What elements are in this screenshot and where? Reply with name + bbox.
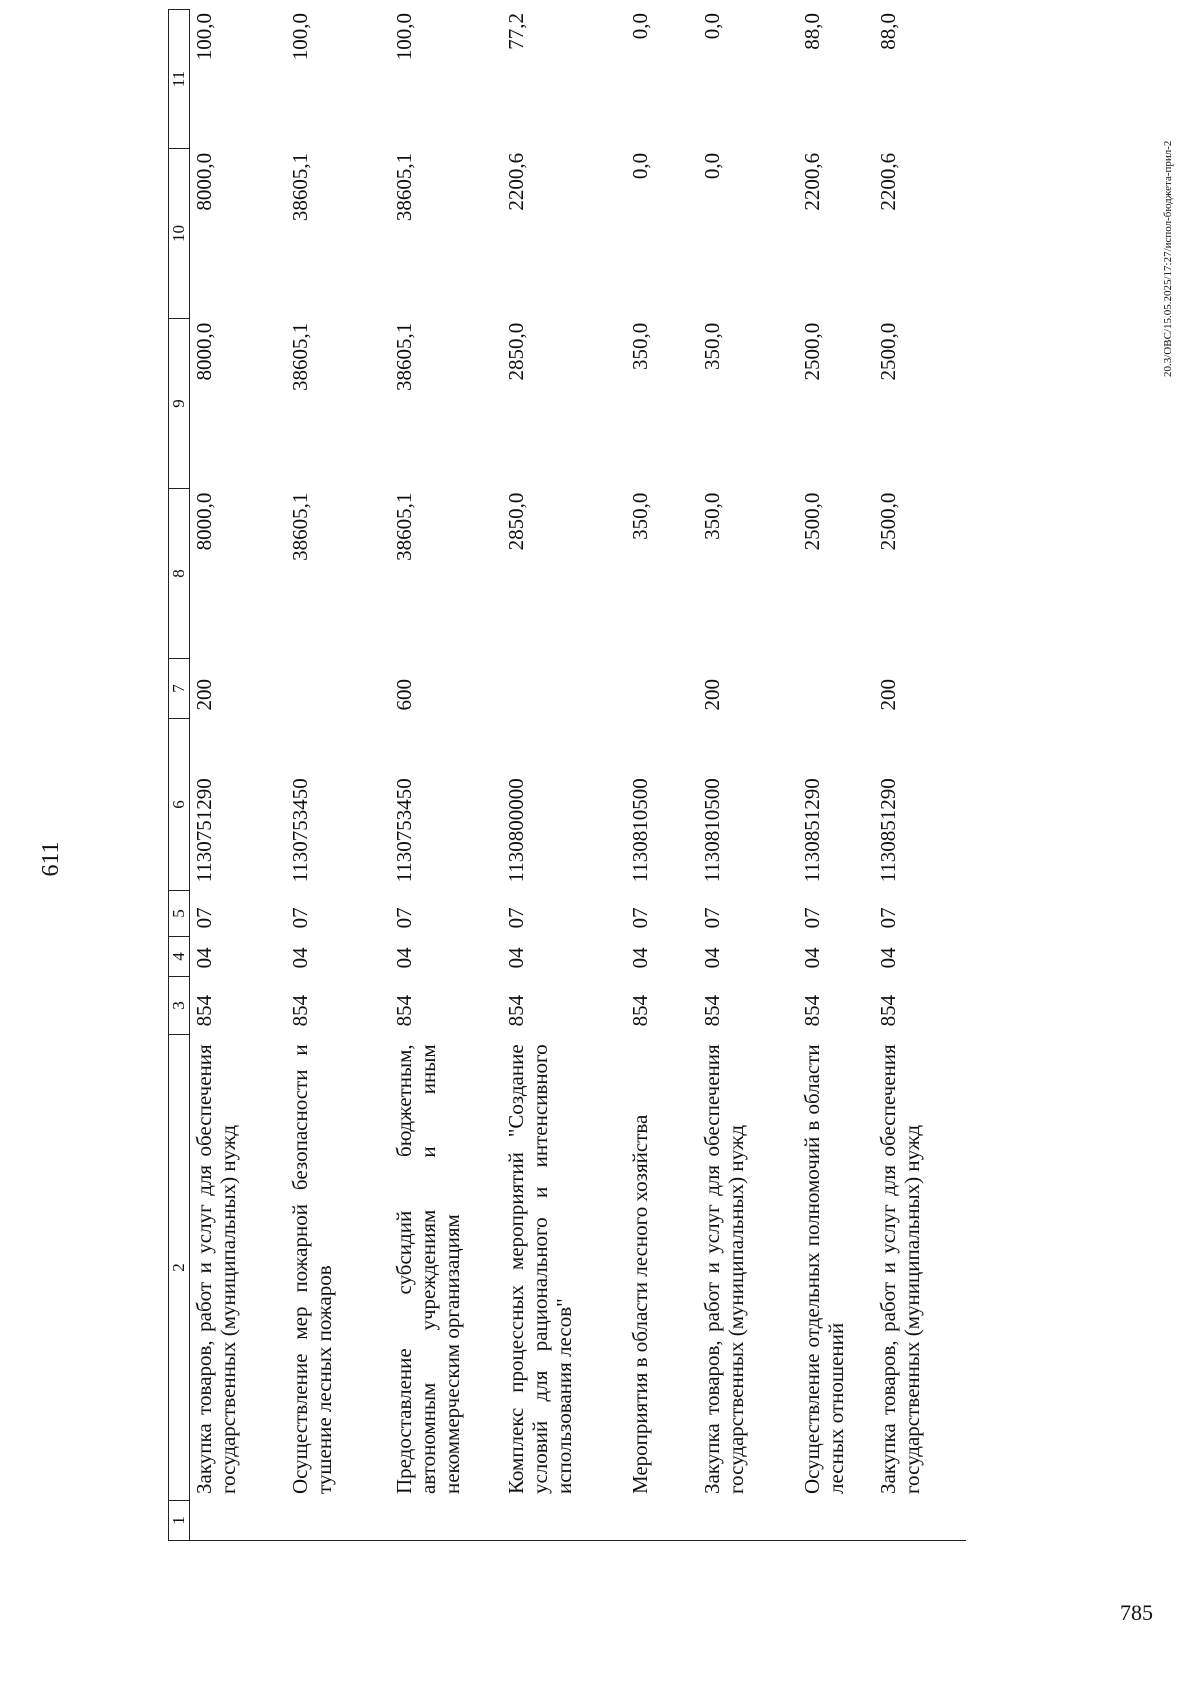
cell-name: Мероприятия в области лесного хозяйства: [628, 1114, 652, 1495]
cell-col-9: 2500,0: [876, 322, 900, 381]
cell-col-9: 2500,0: [800, 322, 824, 381]
cell-col-7: 200: [876, 679, 900, 711]
cell-col-10: 2200,6: [504, 152, 528, 211]
cell-col-7: [286, 659, 390, 719]
cell-col-5: 07: [392, 907, 416, 929]
cell-name: Комплекс процессных мероприятий "Создание условий для рационального и интенсивного использования лесов": [504, 1044, 576, 1495]
cell-col-6: 1130753450: [288, 778, 312, 883]
cell-col-11: 0,0: [628, 12, 652, 40]
cell-col-10: 38605,1: [392, 152, 416, 222]
cell-name: Закупка товаров, работ и услуг для обеспечения государственных (муниципальных) нужд: [192, 1044, 240, 1495]
cell-col-10: 2200,6: [876, 152, 900, 211]
cell-col-8: 350,0: [700, 492, 724, 540]
cell-col-11: 100,0: [392, 12, 416, 61]
header-col-5: 5: [168, 891, 190, 937]
header-col-11: 11: [168, 9, 190, 149]
cell-col-3: 854: [876, 994, 900, 1027]
table-row: [502, 9, 626, 1541]
cell-col-1: [190, 1500, 286, 1541]
cell-col-10: 0,0: [628, 152, 652, 180]
table-body: [190, 9, 966, 1541]
cell-col-5: 07: [504, 907, 528, 929]
cell-col-4: 04: [700, 947, 724, 969]
cell-col-9: 350,0: [628, 322, 652, 371]
table-row: [798, 9, 874, 1541]
footer-code: 20.3/ОВС/15.05.2025/17:27/испол-бюджета-прил-2: [1162, 140, 1174, 377]
cell-col-4: 04: [876, 947, 900, 969]
cell-col-8: 38605,1: [392, 492, 416, 561]
cell-name: Предоставление субсидий бюджетным, автономным учреждениям и иным некоммерческим организациям: [392, 1044, 464, 1495]
cell-col-3: 854: [288, 994, 312, 1027]
header-col-2: 2: [168, 1035, 190, 1501]
page-number-bottom: 785: [1120, 1600, 1153, 1625]
cell-col-7: [626, 659, 698, 719]
table-row: [626, 9, 698, 1541]
cell-name: Осуществление отдельных полномочий в области лесных отношений: [800, 1044, 848, 1495]
cell-col-11: 88,0: [876, 12, 900, 50]
cell-col-9: 38605,1: [288, 322, 312, 392]
table-header-row: [168, 9, 190, 1541]
cell-col-9: 350,0: [700, 322, 724, 371]
header-col-6: 6: [168, 719, 190, 891]
header-col-7: 7: [168, 659, 190, 719]
cell-col-6: 1130851290: [800, 778, 824, 883]
cell-col-9: 2850,0: [504, 322, 528, 381]
cell-name: Закупка товаров, работ и услуг для обеспечения государственных (муниципальных) нужд: [700, 1044, 748, 1495]
cell-col-7: [798, 659, 874, 719]
cell-col-9: 38605,1: [392, 322, 416, 392]
cell-col-8: 350,0: [628, 492, 652, 540]
cell-col-8: 2500,0: [800, 492, 824, 551]
cell-col-6: 1130810500: [700, 778, 724, 883]
cell-col-4: 04: [192, 947, 216, 969]
cell-col-7: 600: [392, 679, 416, 711]
cell-col-10: 8000,0: [192, 152, 216, 211]
cell-col-8: 8000,0: [192, 492, 216, 551]
cell-col-6: 1130810500: [628, 778, 652, 883]
cell-col-1: [286, 1500, 390, 1541]
cell-col-5: 07: [700, 907, 724, 929]
cell-col-1: [502, 1500, 626, 1541]
cell-col-3: 854: [700, 994, 724, 1027]
table-row: [286, 9, 390, 1541]
cell-col-1: [874, 1500, 966, 1541]
cell-col-8: 2850,0: [504, 492, 528, 551]
cell-col-7: 200: [192, 679, 216, 711]
cell-col-11: 100,0: [288, 12, 312, 61]
table-row: [390, 9, 502, 1541]
cell-col-10: 0,0: [700, 152, 724, 180]
cell-col-3: 854: [392, 994, 416, 1027]
cell-col-6: 1130751290: [192, 778, 216, 883]
table-row: [874, 9, 966, 1541]
header-col-4: 4: [168, 937, 190, 977]
cell-col-3: 854: [504, 994, 528, 1027]
cell-col-3: 854: [628, 994, 652, 1027]
cell-col-4: 04: [628, 947, 652, 969]
cell-col-11: 0,0: [700, 12, 724, 40]
cell-col-4: 04: [288, 947, 312, 969]
cell-col-1: [390, 1500, 502, 1541]
cell-col-4: 04: [504, 947, 528, 969]
cell-col-11: 88,0: [800, 12, 824, 50]
cell-name: Осуществление мер пожарной безопасности и тушение лесных пожаров: [288, 1044, 336, 1495]
cell-col-10: 38605,1: [288, 152, 312, 222]
cell-col-5: 07: [800, 907, 824, 929]
cell-col-5: 07: [288, 907, 312, 929]
cell-col-9: 8000,0: [192, 322, 216, 381]
header-col-1: 1: [168, 1501, 190, 1541]
cell-col-8: 2500,0: [876, 492, 900, 551]
cell-col-3: 854: [192, 994, 216, 1027]
cell-col-1: [698, 1500, 798, 1541]
budget-table: [168, 9, 966, 1541]
cell-col-6: 1130851290: [876, 778, 900, 883]
cell-col-5: 07: [628, 907, 652, 929]
cell-col-4: 04: [392, 947, 416, 969]
header-col-8: 8: [168, 489, 190, 659]
cell-col-11: 100,0: [192, 12, 216, 61]
cell-col-4: 04: [800, 947, 824, 969]
cell-name: Закупка товаров, работ и услуг для обеспечения государственных (муниципальных) нужд: [876, 1044, 924, 1495]
header-col-10: 10: [168, 149, 190, 319]
cell-col-1: [798, 1500, 874, 1541]
cell-col-3: 854: [800, 994, 824, 1027]
page-number-top: 611: [38, 841, 64, 877]
cell-col-5: 07: [876, 907, 900, 929]
header-col-9: 9: [168, 319, 190, 489]
cell-col-7: [502, 659, 626, 719]
cell-col-11: 77,2: [504, 12, 528, 50]
header-col-3: 3: [168, 977, 190, 1035]
cell-col-10: 2200,6: [800, 152, 824, 211]
cell-col-7: 200: [700, 679, 724, 711]
table-row: [190, 9, 286, 1541]
cell-col-1: [626, 1500, 698, 1541]
cell-col-5: 07: [192, 907, 216, 929]
cell-col-8: 38605,1: [288, 492, 312, 561]
table-row: [698, 9, 798, 1541]
cell-col-6: 1130800000: [504, 778, 528, 883]
cell-col-6: 1130753450: [392, 778, 416, 883]
